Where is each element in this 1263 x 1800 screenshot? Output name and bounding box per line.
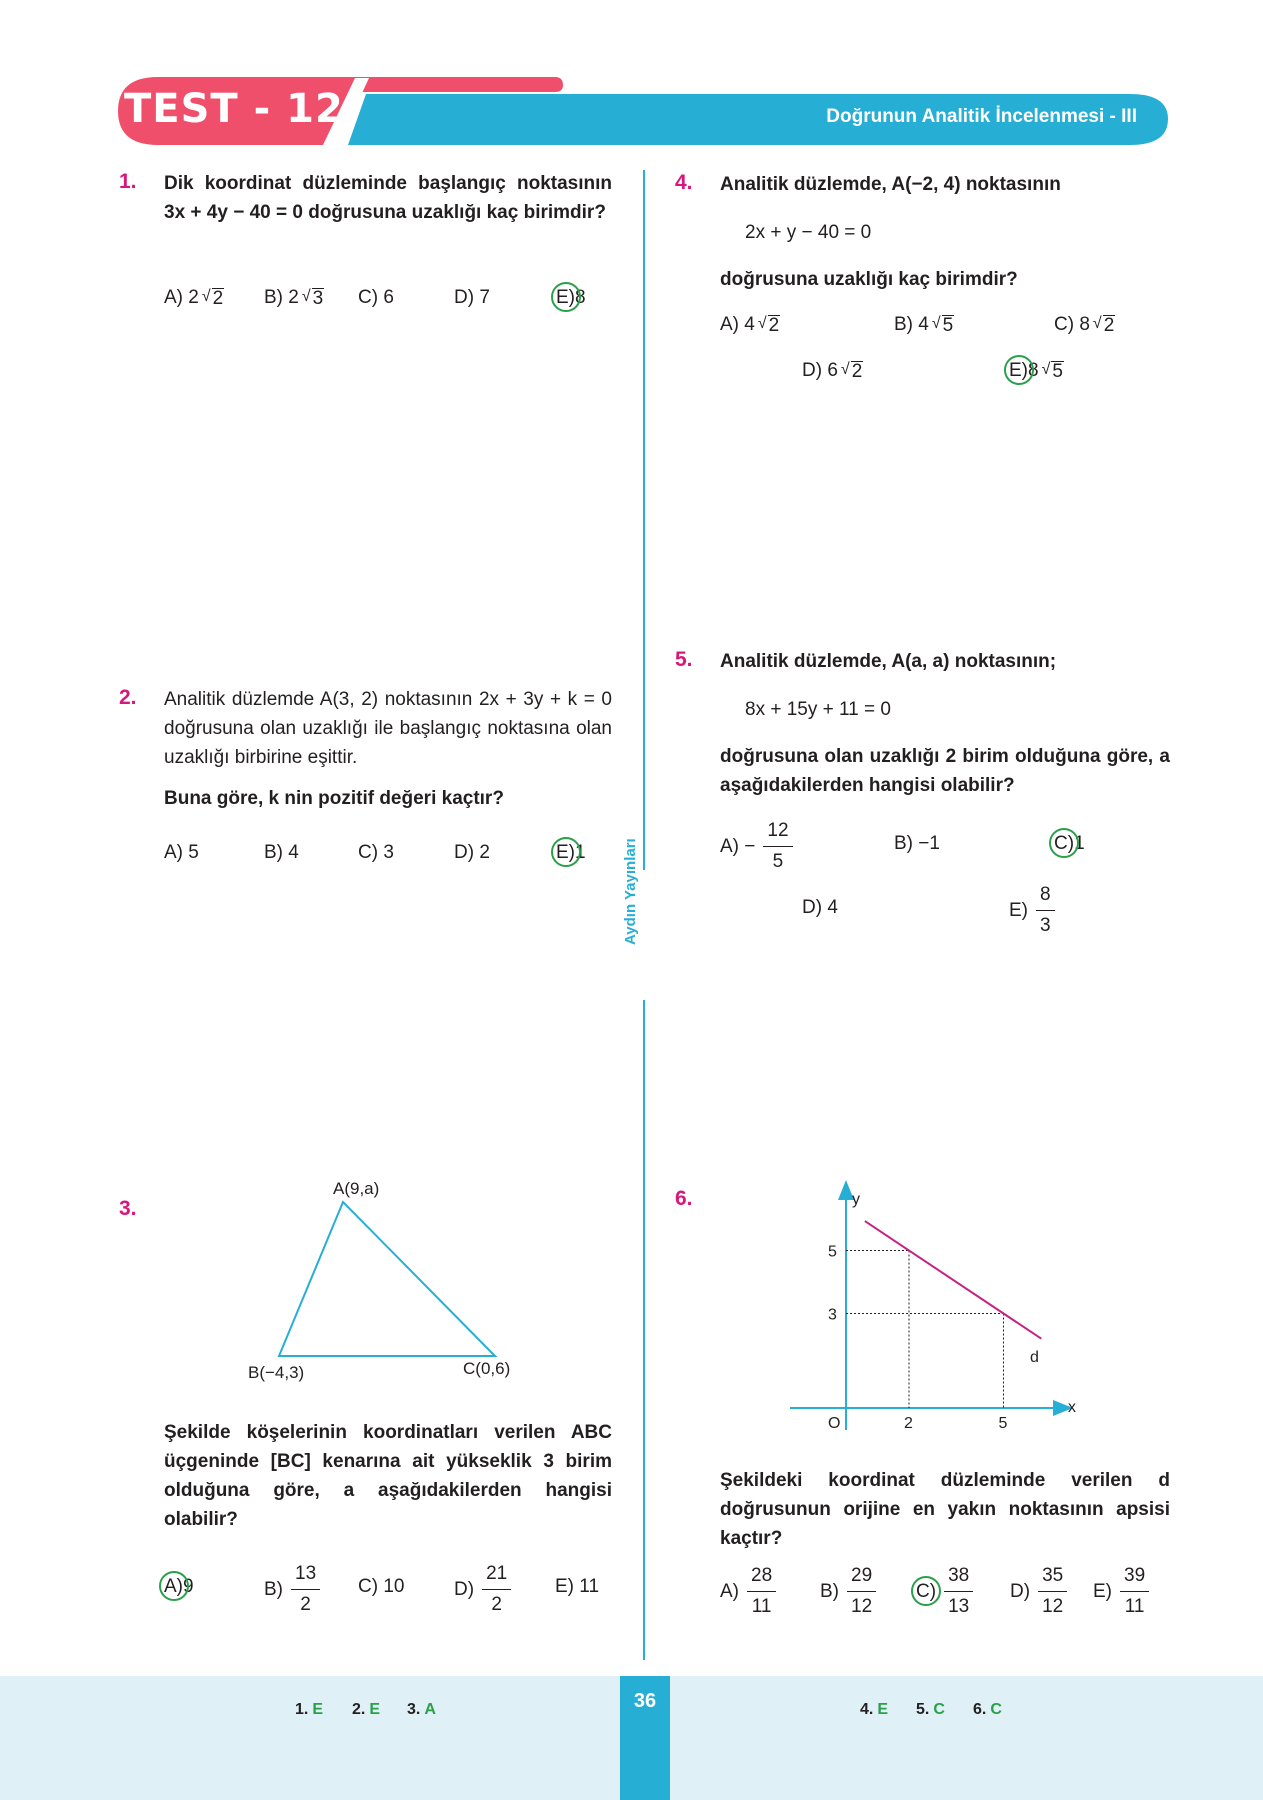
option-e[interactable]: E) $\frac{8}{3}$ [1009,883,1055,938]
option-d[interactable]: D) $\frac{35}{12}$ [1010,1564,1067,1619]
sqrt-symbol: √ 5 [1041,360,1063,382]
answer-key-2: 2. E [352,1701,381,1718]
equation: 2x + y − 40 = 0 [745,222,872,243]
coordinate-figure [780,1180,1090,1430]
question-text: Analitik düzlemde, A(−2, 4) noktasının [720,174,1061,195]
option-e-marked[interactable]: E) 8 [556,287,586,308]
sqrt-symbol: √ 5 [931,314,954,336]
option-b[interactable]: B) 2 √ 3 [264,287,324,309]
answer-key-5: 5. C [916,1701,945,1718]
x-tick-label: 5 [998,1415,1008,1430]
answer-circle: E) [556,842,575,863]
option-b[interactable]: B) −1 [894,833,940,854]
fraction: $\frac{38}{13}$ [944,1564,973,1619]
option-d[interactable]: D) 2 [454,842,490,863]
y-axis-label: y [852,1191,860,1208]
answer-circle: E) [556,287,575,308]
answer-circle: C) [1054,833,1075,854]
option-d[interactable]: D) 6 √ 2 [802,360,863,382]
sqrt-symbol: √ 2 [840,360,863,382]
option-a[interactable]: A) − $\frac{12}{5}$ [720,819,793,874]
vertex-c-label: C(0,6) [463,1359,511,1378]
option-c[interactable]: C) 8 √ 2 [1054,314,1115,336]
fraction: $\frac{35}{12}$ [1038,1564,1067,1619]
question-text: Şekildeki koordinat düzleminde verilen d doğrusunun orijine en yakın noktasının apsisi kaçtır? [720,1470,1170,1549]
vertex-b-label: B(−4,3) [248,1363,305,1382]
answer-key-4: 4. E [860,1701,889,1718]
y-tick-label: 3 [828,1306,837,1324]
question-text: Şekilde köşelerinin koordinatları verilen ABC üçgeninde [BC] kenarına ait yükseklik 3 birim olduğuna göre, a aşağıdakilerden hangisi olabilir? [164,1422,612,1530]
triangle-figure [230,1170,550,1390]
vertex-a-label: A(9,a) [333,1179,380,1198]
option-d[interactable]: D) 7 [454,287,490,308]
option-c-marked[interactable] [916,1564,973,1619]
test-title: TEST - 12 [124,86,344,132]
equation: 8x + 15y + 11 = 0 [745,699,891,720]
option-b[interactable]: B) $\frac{13}{2}$ [264,1562,320,1617]
sqrt-symbol: √ 2 [1092,314,1115,336]
fraction: $\frac{13}{2}$ [291,1562,320,1617]
option-a[interactable]: A) 4 √ 2 [720,314,780,336]
option-d[interactable]: D) $\frac{21}{2}$ [454,1562,511,1617]
triangle-abc [279,1202,495,1356]
option-c[interactable]: C) 10 [358,1576,405,1597]
answer-key-3: 3. A [407,1701,436,1718]
answer-key-1: 1. E [295,1701,324,1718]
option-b[interactable]: B) 4 √ 5 [894,314,954,336]
fraction: $\frac{8}{3}$ [1036,883,1055,938]
option-c-marked[interactable]: C) 1 [1054,833,1085,854]
sqrt-symbol: √ 2 [757,314,780,336]
question-text: Analitik düzlemde, A(a, a) noktasının; [720,651,1057,672]
option-a[interactable]: A) 5 [164,842,199,863]
line-d [865,1221,1041,1339]
option-a-marked[interactable]: A) 9 [164,1576,194,1597]
column-divider-top [643,170,645,870]
fraction: $\frac{39}{11}$ [1120,1564,1149,1619]
column-divider-bottom [643,1000,645,1660]
sqrt-symbol: √ 3 [301,287,324,309]
fraction: $\frac{21}{2}$ [482,1562,511,1617]
option-a[interactable]: A) $\frac{28}{11}$ [720,1564,776,1619]
tick-labels [828,1244,1008,1431]
option-c[interactable]: C) 6 [358,287,394,308]
publisher-label: Aydın Yayınları [622,838,639,945]
fraction: $\frac{29}{12}$ [847,1564,876,1619]
x-tick-label: 2 [904,1415,913,1430]
question-prompt: doğrusuna olan uzaklığı 2 birim olduğuna göre, a aşağıdakilerden hangisi olabilir? [720,746,1170,796]
question-number: 1. [119,170,137,193]
option-e[interactable]: E) $\frac{39}{11}$ [1093,1564,1149,1619]
question-prompt: Buna göre, k nin pozitif değeri kaçtır? [164,788,504,809]
page-number: 36 [633,1690,657,1712]
answer-circle: C) [916,1580,937,1602]
option-e[interactable]: E) 11 [555,1576,600,1597]
answer-circle: E) [1009,360,1028,381]
question-number: 4. [675,171,693,194]
fraction: $\frac{28}{11}$ [747,1564,776,1619]
question-text: Dik koordinat düzleminde başlangıç noktasının 3x + 4y − 40 = 0 doğrusuna uzaklığı kaç birimdir? [164,173,612,223]
header-banner [0,0,1263,160]
question-text: Analitik düzlemde A(3, 2) noktasının 2x + 3y + k = 0 doğrusuna olan uzaklığı ile başlangıç noktasına olan uzaklığı birbirine eşittir. [164,689,612,768]
question-prompt: doğrusuna uzaklığı kaç birimdir? [720,269,1018,290]
option-b[interactable]: B) $\frac{29}{12}$ [820,1564,876,1619]
line-d-label: d [1030,1349,1039,1366]
section-title: Doğrunun Analitik İncelenmesi - III [826,106,1137,127]
x-axis-label: x [1068,1399,1076,1416]
option-a[interactable]: A) 2 √ 2 [164,287,224,309]
option-e-marked[interactable]: E) 8 √ 5 [1009,360,1063,382]
option-c[interactable]: C) 3 [358,842,394,863]
sqrt-symbol: √ 2 [201,287,224,309]
y-tick-label: 5 [828,1243,837,1261]
option-e-marked[interactable]: E) 1 [556,842,586,863]
question-number: 5. [675,648,693,671]
guide-lines [846,1251,1004,1409]
option-d[interactable]: D) 4 [802,897,838,918]
origin-label: O [828,1415,841,1430]
question-number: 6. [675,1187,693,1210]
question-number: 3. [119,1197,137,1220]
answer-circle: A) [164,1576,183,1597]
answer-key-6: 6. C [973,1701,1002,1718]
question-number: 2. [119,686,137,709]
fraction: $\frac{12}{5}$ [763,819,792,874]
option-b[interactable]: B) 4 [264,842,299,863]
